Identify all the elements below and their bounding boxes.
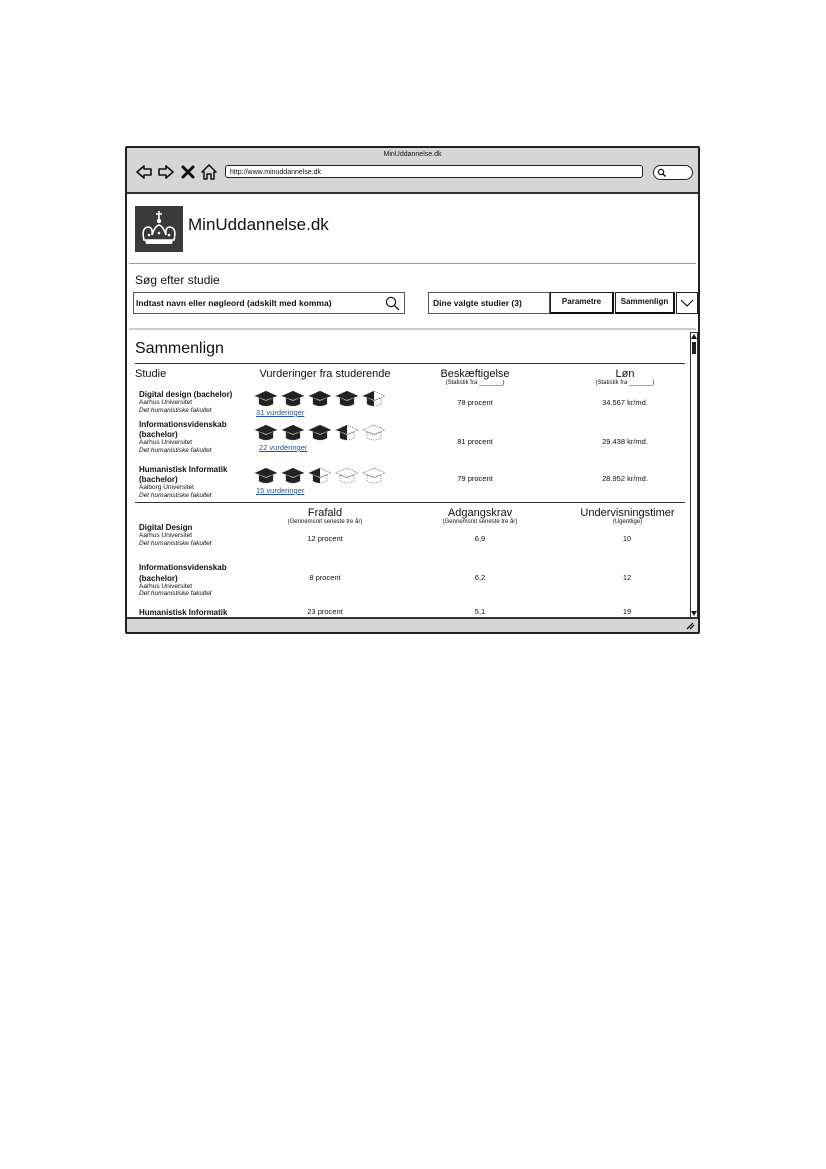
forward-icon[interactable] (157, 163, 175, 181)
resize-grip-icon[interactable] (685, 620, 695, 630)
faculty: Det humanistiske fakultet (139, 590, 212, 597)
hours-value: 12 (622, 573, 632, 582)
salary-value: 29.438 kr/md. (602, 437, 648, 446)
close-icon[interactable] (180, 163, 196, 181)
study-degree: (bachelor) (139, 475, 178, 484)
chevron-down-icon (677, 293, 697, 313)
status-bar (127, 617, 698, 632)
grad-cap-icon (308, 467, 332, 485)
compare-panel (135, 334, 687, 616)
search-icon[interactable] (385, 296, 400, 311)
col-hours: Undervisningstimer (Ugentlige) (565, 507, 687, 525)
grad-cap-icon (335, 390, 359, 408)
col-salary: Løn (Statistik fra _______) (565, 368, 685, 386)
search-placeholder: Indtast navn eller nøgleord (adskilt med komma) (136, 298, 332, 308)
admission-value: 6,2 (474, 573, 486, 582)
study-name[interactable]: Informationsvidenskab (139, 563, 227, 572)
employment-value: 79 procent (457, 474, 493, 483)
study-name[interactable]: Informationsvidenskab (139, 420, 227, 429)
university: Aarhus Universitet (139, 439, 193, 446)
dropout-value: 8 procent (309, 573, 341, 582)
salary-subtitle: (Statistik fra _______) (595, 380, 655, 386)
study-name[interactable]: Digital Design (139, 523, 193, 532)
study-name[interactable]: Humanistisk Informatik (139, 608, 228, 616)
grad-cap-icon (254, 467, 278, 485)
admission-subtitle: (Gennemsnit seneste tre år) (442, 519, 518, 525)
faculty: Det humanistiske fakultet (139, 540, 212, 547)
search-icon (657, 168, 667, 178)
salary-value: 28.952 kr/md. (602, 474, 648, 483)
browser-titlebar (127, 148, 698, 194)
grad-cap-icon (281, 424, 305, 442)
grad-cap-icon (335, 467, 359, 485)
col-study: Studie (135, 368, 167, 380)
col-employment: Beskæftigelse (Statistik fra _______) (415, 368, 535, 386)
browser-search-button[interactable] (653, 165, 693, 180)
reviews-link[interactable]: 31 vurderinger (256, 408, 305, 417)
header-divider (129, 263, 696, 264)
grad-cap-icon (308, 424, 332, 442)
dropout-value: 23 procent (307, 607, 343, 616)
employment-subtitle: (Statistik fra _______) (445, 380, 505, 386)
site-brand[interactable]: MinUddannelse.dk (188, 215, 329, 234)
grad-cap-icon (281, 390, 305, 408)
col-dropout: Frafald (Gennemsnit seneste tre år) (260, 507, 390, 525)
dropout-value: 12 procent (307, 534, 343, 543)
grad-cap-icon (362, 467, 386, 485)
dropdown-button[interactable] (676, 292, 698, 314)
back-icon[interactable] (135, 163, 153, 181)
reviews-link[interactable]: 15 vurderinger (256, 486, 305, 495)
university: Aarhus Universitet (139, 532, 193, 539)
study-degree: (bachelor) (139, 430, 178, 439)
university: Aarhus Universitet (139, 583, 193, 590)
col-ratings: Vurderinger fra studerende (259, 368, 391, 380)
grad-cap-icon (362, 424, 386, 442)
employment-value: 81 procent (457, 437, 493, 446)
scroll-down-icon[interactable] (691, 610, 697, 617)
study-name[interactable]: Digital design (bachelor) (139, 390, 233, 399)
home-icon[interactable] (200, 163, 218, 181)
crown-logo (135, 206, 183, 252)
search-label: Søg efter studie (135, 273, 220, 287)
grad-cap-icon (254, 390, 278, 408)
vertical-scrollbar[interactable] (690, 332, 698, 618)
title-rule (135, 363, 685, 364)
university: Aarhus Universitet (139, 399, 193, 406)
chosen-studies-field[interactable]: Dine valgte studier (3) (428, 292, 550, 314)
admission-value: 6,9 (474, 534, 486, 543)
search-input[interactable] (133, 292, 405, 314)
content-divider (129, 328, 696, 330)
grad-cap-icon (335, 424, 359, 442)
hours-value: 19 (622, 607, 632, 616)
faculty: Det humanistiske fakultet (139, 492, 212, 499)
grad-cap-icon (281, 467, 305, 485)
grad-cap-icon (362, 390, 386, 408)
hours-subtitle: (Ugentlige) (612, 519, 643, 525)
section-rule (135, 502, 685, 503)
compare-button[interactable]: Sammenlign (615, 292, 675, 314)
faculty: Det humanistiske fakultet (139, 407, 212, 414)
admission-value: 5,1 (474, 607, 486, 616)
browser-window (125, 146, 700, 634)
compare-title: Sammenlign (135, 340, 224, 357)
parameters-button[interactable]: Parametre (550, 292, 614, 314)
faculty: Det humanistiske fakultet (139, 447, 212, 454)
grad-cap-icon (308, 390, 332, 408)
dropout-subtitle: (Gennemsnit seneste tre år) (287, 519, 363, 525)
study-degree: (bachelor) (139, 574, 178, 583)
university: Aalborg Universitet (139, 484, 194, 491)
scroll-thumb[interactable] (692, 342, 696, 354)
scroll-up-icon[interactable] (691, 333, 697, 340)
employment-value: 78 procent (457, 398, 493, 407)
salary-value: 34.567 kr/md. (602, 398, 648, 407)
study-name[interactable]: Humanistisk Informatik (139, 465, 228, 474)
window-title: MinUddannelse.dk (383, 151, 442, 158)
reviews-link[interactable]: 22 vurderinger (259, 443, 308, 452)
crown-icon (135, 206, 183, 252)
col-admission: Adgangskrav (Gennemsnit seneste tre år) (415, 507, 545, 525)
url-bar[interactable]: http://www.minuddannelse.dk (225, 165, 643, 178)
hours-value: 10 (622, 534, 632, 543)
grad-cap-icon (254, 424, 278, 442)
